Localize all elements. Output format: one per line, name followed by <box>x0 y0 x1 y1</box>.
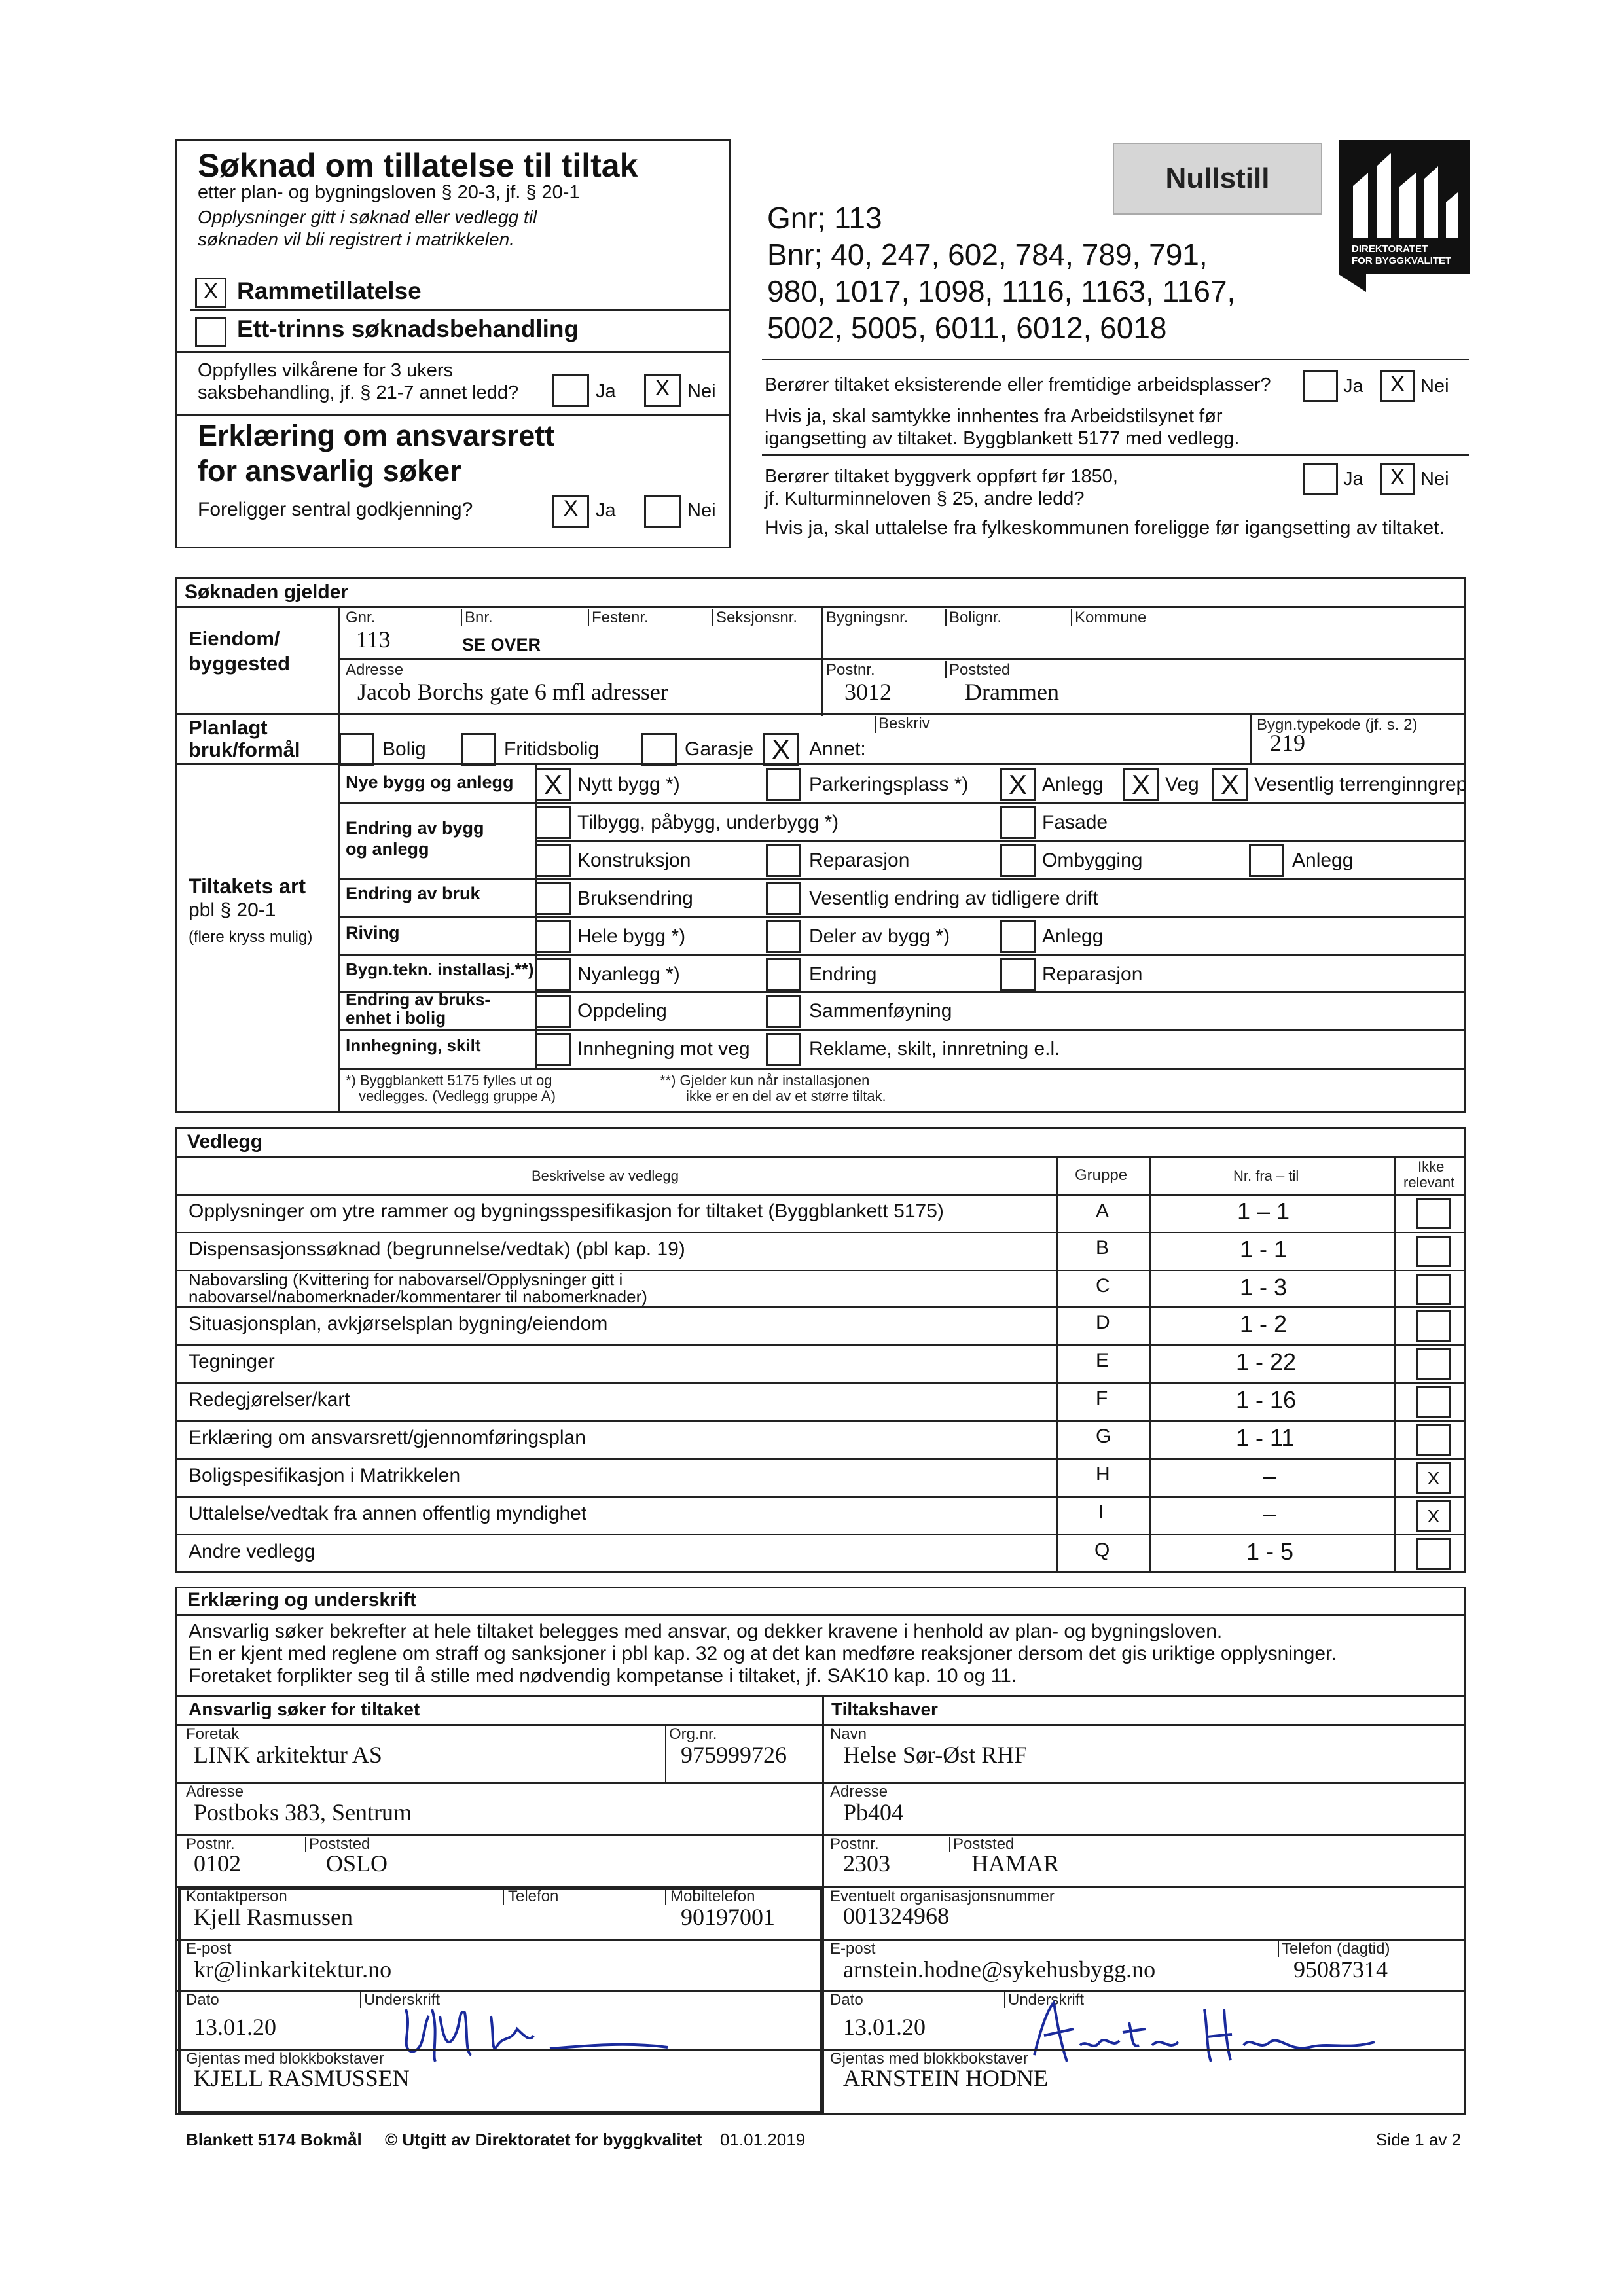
tiltakets-art-label: Tiltakets art <box>189 874 306 898</box>
vedlegg-ikke-checkbox[interactable] <box>1416 1538 1451 1570</box>
vedlegg-ikke-checkbox[interactable] <box>1416 1274 1451 1305</box>
rammetillatelse-label: Rammetillatelse <box>237 278 422 304</box>
vedlegg-gruppe: H <box>1096 1463 1110 1485</box>
vedlegg-gruppe: E <box>1096 1350 1110 1371</box>
vedlegg-desc: Uttalelse/vedtak fra annen offentlig myndighet <box>189 1503 587 1524</box>
endring-installasjon-label: Endring <box>809 963 877 985</box>
seksjonsnr-label: Seksjonsnr. <box>716 609 798 626</box>
beskriv-label: Beskriv <box>878 715 930 732</box>
poststed-field[interactable]: Drammen <box>965 679 1059 705</box>
soker-blokk-field[interactable]: KJELL RASMUSSEN <box>194 2065 410 2091</box>
divider <box>338 1029 1466 1031</box>
deler-av-bygg-label: Deler av bygg *) <box>809 925 950 947</box>
konstruksjon-label: Konstruksjon <box>577 850 691 871</box>
vedlegg-section-title: Vedlegg <box>187 1131 263 1153</box>
vedlegg-gruppe: D <box>1096 1312 1110 1333</box>
reparasjon-installasjon-label: Reparasjon <box>1042 963 1143 985</box>
bnr-field[interactable]: SE OVER <box>462 635 541 655</box>
reklame-label: Reklame, skilt, innretning e.l. <box>809 1038 1060 1060</box>
kulturminne-question-2: jf. Kulturminneloven § 25, andre ledd? <box>765 488 1085 509</box>
erklaering-heading-2: for ansvarlig søker <box>198 454 461 488</box>
erklaering-heading: Erklæring om ansvarsrett <box>198 419 555 452</box>
vedlegg-nr[interactable]: 1 - 11 <box>1236 1424 1295 1451</box>
soker-postnr-label: Postnr. <box>186 1835 235 1853</box>
kulturminne-question: Berører tiltaket byggverk oppført før 1850, <box>765 466 1118 487</box>
nytt-bygg-checkbox[interactable]: X <box>535 768 571 801</box>
divider <box>175 1344 1466 1346</box>
th-postnr-label: Postnr. <box>830 1835 879 1853</box>
arbeidsplasser-ja-label: Ja <box>1343 376 1363 397</box>
divider <box>1149 1156 1151 1573</box>
divider <box>305 1837 306 1852</box>
bnr-label: Bnr. <box>465 609 493 626</box>
th-poststed-label: Poststed <box>953 1835 1015 1853</box>
annet-label: Annet: <box>809 738 866 760</box>
fylkeskommune-note: Hvis ja, skal uttalelse fra fylkeskommunen foreligge før igangsetting av tiltaket. <box>765 517 1445 539</box>
sammenfoyning-label: Sammenføyning <box>809 1000 952 1022</box>
footer-side: Side 1 av 2 <box>1376 2130 1462 2149</box>
th-org-field[interactable]: 001324968 <box>843 1903 949 1929</box>
vedlegg-desc: Erklæring om ansvarsrett/gjennomføringsplan <box>189 1427 586 1448</box>
erklaering-section-title: Erklæring og underskrift <box>187 1589 417 1611</box>
erklaering-text-3: Foretaket forplikter seg til å stille med nødvendig kompetanse i tiltaket, jf. SAK10 kap. 10 og 11. <box>189 1665 1017 1687</box>
nyanlegg-label: Nyanlegg *) <box>577 963 680 985</box>
riving-label: Riving <box>346 923 400 942</box>
kontakt-field[interactable]: Kjell Rasmussen <box>194 1904 353 1930</box>
oppdeling-checkbox[interactable] <box>535 995 571 1028</box>
ett-trinns-checkbox[interactable] <box>195 317 226 347</box>
vedlegg-nr[interactable]: 1 - 5 <box>1246 1538 1294 1565</box>
footnote-3: **) Gjelder kun når installasjonen <box>660 1072 870 1088</box>
endring-bygg-label-2: og anlegg <box>346 839 429 859</box>
innhegning-checkbox[interactable] <box>535 1033 571 1066</box>
terrenginngrep-checkbox[interactable]: X <box>1212 768 1248 801</box>
tiltakets-art-pbl: pbl § 20-1 <box>189 899 276 921</box>
oppdeling-label: Oppdeling <box>577 1000 667 1022</box>
bnr-line-3: 5002, 5005, 6011, 6012, 6018 <box>767 311 1167 345</box>
divider <box>822 1782 1466 1784</box>
divider <box>175 1306 1466 1308</box>
vedlegg-ikke-checkbox[interactable] <box>1416 1198 1451 1229</box>
vedlegg-desc: Redegjørelser/kart <box>189 1389 350 1410</box>
arbeidsplasser-ja-checkbox[interactable] <box>1303 370 1338 402</box>
foretak-field[interactable]: LINK arkitektur AS <box>194 1742 382 1768</box>
navn-label: Navn <box>830 1725 867 1743</box>
vedlegg-gruppe: C <box>1096 1275 1110 1297</box>
footnote-4: ikke er en del av et større tiltak. <box>686 1088 886 1104</box>
eiendom-label-2: byggested <box>189 652 291 675</box>
divider <box>665 1889 666 1905</box>
sentral-nei-checkbox[interactable] <box>644 495 681 528</box>
vedlegg-desc: Opplysninger om ytre rammer og bygningsspesifikasjon for tiltaket (Byggblankett 5175) <box>189 1200 944 1222</box>
foretak-label: Foretak <box>186 1725 240 1743</box>
vedlegg-gruppe: F <box>1096 1388 1108 1409</box>
innhegning-label: Innhegning mot veg <box>577 1038 750 1060</box>
divider <box>338 802 1466 804</box>
divider <box>175 1834 823 1836</box>
fritidsbolig-label: Fritidsbolig <box>504 738 600 760</box>
arbeidsplasser-nei-checkbox[interactable]: X <box>1380 370 1415 402</box>
soker-postnr-field[interactable]: 0102 <box>194 1850 241 1876</box>
logo-text: DIREKTORATET <box>1352 243 1428 255</box>
th-postnr-field[interactable]: 2303 <box>843 1850 890 1876</box>
col-gruppe: Gruppe <box>1075 1166 1128 1184</box>
parkeringsplass-checkbox[interactable] <box>766 768 801 801</box>
vedlegg-desc: Andre vedlegg <box>189 1541 316 1562</box>
bygn-tekn-label: Bygn.tekn. installasj.**) <box>346 960 534 979</box>
bygningsnr-label: Bygningsnr. <box>826 609 909 626</box>
footnote: *) Byggblankett 5175 fylles ut og <box>346 1072 552 1088</box>
vedlegg-ikke-checkbox[interactable]: X <box>1416 1462 1451 1494</box>
vedlegg-ikke-checkbox[interactable] <box>1416 1310 1451 1342</box>
eiendom-label: Eiendom/ <box>189 627 280 650</box>
vesentlig-endring-label: Vesentlig endring av tidligere drift <box>809 888 1098 909</box>
endring-bruk-label: Endring av bruk <box>346 884 480 903</box>
divider <box>175 1782 823 1784</box>
bygntype-field[interactable]: 219 <box>1270 730 1305 756</box>
vilkar-nei-checkbox[interactable]: X <box>644 374 681 407</box>
divider <box>338 878 1466 880</box>
nytt-bygg-label: Nytt bygg *) <box>577 774 680 795</box>
arbeidstilsyn-note: Hvis ja, skal samtykke innhentes fra Arbeidstilsynet før <box>765 406 1223 427</box>
divider <box>461 609 462 626</box>
reparasjon-label: Reparasjon <box>809 850 910 871</box>
divider <box>338 991 1466 993</box>
soker-blokk-label: Gjentas med blokkbokstaver <box>186 2050 384 2068</box>
hele-bygg-checkbox[interactable] <box>535 920 571 953</box>
vedlegg-desc: Tegninger <box>189 1351 275 1372</box>
divider <box>175 1156 1466 1158</box>
sentral-ja-label: Ja <box>596 500 616 521</box>
soknad-section-title: Søknaden gjelder <box>185 581 349 603</box>
th-epost-field[interactable]: arnstein.hodne@sykehusbygg.no <box>843 1956 1156 1982</box>
vilkar-question: Oppfylles vilkårene for 3 ukers <box>198 360 454 381</box>
telefon-label: Telefon <box>508 1888 559 1905</box>
divider <box>175 1458 1466 1460</box>
vedlegg-ikke-checkbox[interactable] <box>1416 1424 1451 1456</box>
divider <box>1056 1156 1058 1573</box>
orgnr-label: Org.nr. <box>669 1725 717 1743</box>
arbeidsplasser-question: Berører tiltaket eksisterende eller fremtidige arbeidsplasser? <box>765 374 1271 395</box>
vedlegg-ikke-checkbox[interactable]: X <box>1416 1500 1451 1532</box>
ombygging-checkbox[interactable] <box>1000 844 1036 877</box>
soker-epost-label: E-post <box>186 1940 232 1958</box>
divider <box>175 1420 1466 1422</box>
bolignr-label: Bolignr. <box>949 609 1002 626</box>
postnr-field[interactable]: 3012 <box>844 679 892 705</box>
divider <box>175 763 1466 765</box>
fasade-label: Fasade <box>1042 812 1108 833</box>
nye-bygg-label: Nye bygg og anlegg <box>346 772 514 792</box>
divider <box>712 609 713 626</box>
innhegning-row-label: Innhegning, skilt <box>346 1035 481 1055</box>
gnr-line: Gnr; 113 <box>767 201 882 235</box>
divider <box>175 1724 1466 1726</box>
vedlegg-ikke-checkbox[interactable] <box>1416 1386 1451 1418</box>
th-telefon-label: Telefon (dagtid) <box>1282 1940 1390 1958</box>
form-title: Søknad om tillatelse til tiltak <box>198 147 638 184</box>
vesentlig-endring-checkbox[interactable] <box>766 882 801 915</box>
bolig-checkbox[interactable] <box>339 733 374 766</box>
vedlegg-ikke-checkbox[interactable] <box>1416 1236 1451 1267</box>
anlegg-riving-label: Anlegg <box>1042 925 1104 947</box>
garasje-checkbox[interactable] <box>641 733 677 766</box>
divider <box>338 954 1466 956</box>
dibk-logo <box>1339 140 1470 292</box>
logo-text-2: FOR BYGGKVALITET <box>1352 255 1452 266</box>
bnr-line-2: 980, 1017, 1098, 1116, 1163, 1167, <box>767 274 1236 308</box>
signature-icon <box>393 1990 707 2068</box>
planlagt-label-2: bruk/formål <box>189 738 300 761</box>
divider <box>875 716 876 733</box>
soker-dato-field[interactable]: 13.01.20 <box>194 2014 276 2040</box>
bruksendring-label: Bruksendring <box>577 888 693 909</box>
kommune-label: Kommune <box>1075 609 1147 626</box>
gnr-field[interactable]: 113 <box>356 626 391 653</box>
anlegg-label: Anlegg <box>1042 774 1104 795</box>
nyanlegg-checkbox[interactable] <box>535 958 571 991</box>
vedlegg-nr[interactable]: 1 – 1 <box>1237 1198 1290 1225</box>
divider <box>338 606 340 1111</box>
divider <box>190 309 730 311</box>
konstruksjon-checkbox[interactable] <box>535 844 571 877</box>
soker-poststed-field[interactable]: OSLO <box>326 1850 388 1876</box>
th-dato-field[interactable]: 13.01.20 <box>843 2014 926 2040</box>
vedlegg-nr[interactable]: 1 - 16 <box>1236 1386 1297 1413</box>
divider <box>175 1232 1466 1233</box>
soker-epost-field[interactable]: kr@linkarkitektur.no <box>194 1956 392 1982</box>
anlegg-endring-label: Anlegg <box>1292 850 1354 871</box>
divider <box>1004 1992 1005 2008</box>
deler-av-bygg-checkbox[interactable] <box>766 920 801 953</box>
erklaering-text-2: En er kjent med reglene om straff og sanksjoner i pbl kap. 32 og at det kan medføre reaksjoner dersom det gis uriktige opplysninger. <box>189 1643 1337 1664</box>
vedlegg-gruppe: I <box>1098 1501 1104 1523</box>
vedlegg-desc: Dispensasjonssøknad (begrunnelse/vedtak) (pbl kap. 19) <box>189 1238 685 1260</box>
divider <box>175 713 1466 715</box>
hele-bygg-label: Hele bygg *) <box>577 925 686 947</box>
sentral-nei-label: Nei <box>687 500 716 521</box>
bolig-label: Bolig <box>382 738 426 760</box>
tiltakets-art-note: (flere kryss mulig) <box>189 928 313 946</box>
divider <box>175 1194 1466 1196</box>
divider <box>535 840 1466 842</box>
divider <box>338 916 1466 918</box>
th-org-label: Eventuelt organisasjonsnummer <box>830 1888 1055 1905</box>
vedlegg-desc: Situasjonsplan, avkjørselsplan bygning/eiendom <box>189 1313 608 1335</box>
adresse-label: Adresse <box>346 661 404 679</box>
festenr-label: Festenr. <box>592 609 649 626</box>
col-nr: Nr. fra – til <box>1233 1168 1299 1184</box>
postnr-label: Postnr. <box>826 661 875 679</box>
divider <box>175 1534 1466 1535</box>
divider <box>175 1382 1466 1384</box>
poststed-label: Poststed <box>949 661 1011 679</box>
divider <box>1394 1156 1396 1573</box>
vedlegg-nr[interactable]: – <box>1263 1500 1277 1527</box>
footnote-2: vedlegges. (Vedlegg gruppe A) <box>359 1088 556 1104</box>
fritidsbolig-checkbox[interactable] <box>461 733 496 766</box>
kulturminne-nei-checkbox[interactable]: X <box>1380 463 1415 495</box>
bnr-line: Bnr; 40, 247, 602, 784, 789, 791, <box>767 238 1208 272</box>
navn-field[interactable]: Helse Sør-Øst RHF <box>843 1742 1028 1768</box>
sentral-ja-checkbox[interactable]: X <box>552 495 589 528</box>
divider <box>1250 713 1252 763</box>
divider <box>762 359 1469 360</box>
th-underskrift-label: Underskrift <box>1008 1991 1085 2009</box>
divider <box>360 1992 361 2008</box>
anlegg-endring-checkbox[interactable] <box>1249 844 1284 877</box>
divider <box>822 1834 1466 1836</box>
divider <box>177 351 731 353</box>
reparasjon-installasjon-checkbox[interactable] <box>1000 958 1036 991</box>
vedlegg-desc: Nabovarsling (Kvittering for nabovarsel/Opplysninger gitt i <box>189 1270 623 1289</box>
th-blokk-label: Gjentas med blokkbokstaver <box>830 2050 1028 2068</box>
vedlegg-nr[interactable]: 1 - 22 <box>1236 1348 1297 1375</box>
soker-underskrift-label: Underskrift <box>364 1991 441 2009</box>
vedlegg-desc: Boligspesifikasjon i Matrikkelen <box>189 1465 461 1486</box>
footer-dato: 01.01.2019 <box>720 2130 806 2149</box>
bruksendring-checkbox[interactable] <box>535 882 571 915</box>
terrenginngrep-label: Vesentlig terrenginngrep <box>1254 774 1468 795</box>
vedlegg-nr[interactable]: – <box>1263 1462 1277 1489</box>
kulturminne-ja-checkbox[interactable] <box>1303 463 1338 495</box>
th-telefon-field[interactable]: 95087314 <box>1293 1956 1388 1982</box>
reklame-checkbox[interactable] <box>766 1033 801 1066</box>
col-ikke-2: relevant <box>1403 1174 1455 1191</box>
th-epost-label: E-post <box>830 1940 876 1958</box>
endring-installasjon-checkbox[interactable] <box>766 958 801 991</box>
endring-bygg-label: Endring av bygg <box>346 818 484 838</box>
divider <box>175 1496 1466 1498</box>
vilkar-ja-checkbox[interactable] <box>552 374 589 407</box>
ombygging-label: Ombygging <box>1042 850 1143 871</box>
reparasjon-checkbox[interactable] <box>766 844 801 877</box>
vedlegg-gruppe: G <box>1096 1426 1111 1447</box>
footer-utgitt: © Utgitt av Direktoratet for byggkvalitet <box>385 2130 702 2149</box>
divider <box>175 1939 823 1941</box>
th-adresse-field[interactable]: Pb404 <box>843 1799 904 1825</box>
vilkar-question-2: saksbehandling, jf. § 21-7 annet ledd? <box>198 382 519 403</box>
anlegg-riving-checkbox[interactable] <box>1000 920 1036 953</box>
divider <box>503 1889 504 1905</box>
vedlegg-gruppe: A <box>1096 1200 1110 1222</box>
kontakt-label: Kontaktperson <box>186 1888 287 1905</box>
matrikkel-note: Opplysninger gitt i søknad eller vedlegg til <box>198 207 537 227</box>
arbeidstilsyn-note-2: igangsetting av tiltaket. Byggblankett 5177 med vedlegg. <box>765 428 1240 449</box>
soker-poststed-label: Poststed <box>309 1835 370 1853</box>
soker-title: Ansvarlig søker for tiltaket <box>189 1699 420 1719</box>
divider <box>1071 609 1072 626</box>
law-reference: etter plan- og bygningsloven § 20-3, jf. § 20-1 <box>198 182 580 203</box>
vedlegg-nr[interactable]: 1 - 3 <box>1240 1274 1288 1300</box>
soker-adresse-field[interactable]: Postboks 383, Sentrum <box>194 1799 412 1825</box>
tilbygg-checkbox[interactable] <box>535 806 571 839</box>
divider <box>665 1725 666 1782</box>
mobil-field[interactable]: 90197001 <box>681 1904 775 1930</box>
th-adresse-label: Adresse <box>830 1783 888 1801</box>
divider <box>1278 1941 1279 1957</box>
divider <box>822 1695 824 2115</box>
bygntype-label: Bygn.typekode (jf. s. 2) <box>1257 716 1418 734</box>
arbeidsplasser-nei-label: Nei <box>1420 376 1449 397</box>
soker-dato-label: Dato <box>186 1991 219 2009</box>
tilbygg-label: Tilbygg, påbygg, underbygg *) <box>577 812 839 833</box>
annet-checkbox[interactable]: X <box>763 733 799 766</box>
divider <box>588 609 589 626</box>
endring-bruksenhet-label-2: enhet i bolig <box>346 1008 446 1028</box>
erklaering-text: Ansvarlig søker bekrefter at hele tiltaket belegges med ansvar, og dekker kravene i henhold av plan- og bygningsloven. <box>189 1621 1223 1642</box>
footer-blankett: Blankett 5174 Bokmål <box>186 2130 362 2149</box>
vedlegg-nr[interactable]: 1 - 1 <box>1240 1236 1288 1263</box>
anlegg-checkbox[interactable]: X <box>1000 768 1036 801</box>
kulturminne-ja-label: Ja <box>1343 469 1363 490</box>
col-desc: Beskrivelse av vedlegg <box>532 1168 679 1184</box>
divider <box>949 1837 950 1852</box>
parkeringsplass-label: Parkeringsplass *) <box>809 774 969 795</box>
divider <box>338 1068 1466 1070</box>
divider <box>821 606 823 716</box>
tiltakshaver-title: Tiltakshaver <box>831 1699 938 1719</box>
kulturminne-nei-label: Nei <box>1420 469 1449 490</box>
th-blokk-field[interactable]: ARNSTEIN HODNE <box>843 2065 1048 2091</box>
orgnr-field[interactable]: 975999726 <box>681 1742 787 1768</box>
ett-trinns-label: Ett-trinns søknadsbehandling <box>237 315 579 342</box>
fasade-checkbox[interactable] <box>1000 806 1036 839</box>
col-ikke: Ikke <box>1418 1158 1445 1175</box>
veg-checkbox[interactable]: X <box>1123 768 1159 801</box>
gnr-label: Gnr. <box>346 609 376 626</box>
signature-icon <box>1021 1990 1388 2068</box>
divider <box>177 414 731 416</box>
vedlegg-gruppe: Q <box>1094 1539 1110 1561</box>
divider <box>338 658 1466 660</box>
veg-label: Veg <box>1165 774 1199 795</box>
dibk-logo-icon <box>1339 140 1470 292</box>
rammetillatelse-checkbox[interactable]: X <box>195 278 226 308</box>
vedlegg-desc-2: nabovarsel/nabomerknader/kommentarer til nabomerknader) <box>189 1287 647 1306</box>
sentral-question: Foreligger sentral godkjenning? <box>198 499 473 520</box>
soker-adresse-label: Adresse <box>186 1783 244 1801</box>
divider <box>175 1614 1466 1616</box>
divider <box>945 609 947 626</box>
sammenfoyning-checkbox[interactable] <box>766 995 801 1028</box>
mobil-label: Mobiltelefon <box>670 1888 755 1905</box>
planlagt-label: Planlagt <box>189 716 268 739</box>
divider <box>762 454 1469 456</box>
th-poststed-field[interactable]: HAMAR <box>971 1850 1060 1876</box>
th-signature <box>1021 1990 1388 2068</box>
nullstill-button[interactable]: Nullstill <box>1113 143 1322 215</box>
matrikkel-note-2: søknaden vil bli registrert i matrikkelen. <box>198 229 514 249</box>
vilkar-nei-label: Nei <box>687 381 716 402</box>
soker-signature <box>393 1990 707 2068</box>
vedlegg-nr[interactable]: 1 - 2 <box>1240 1310 1288 1337</box>
adresse-field[interactable]: Jacob Borchs gate 6 mfl adresser <box>357 679 668 705</box>
divider <box>945 661 947 678</box>
divider <box>175 1695 1466 1697</box>
endring-bruksenhet-label: Endring av bruks- <box>346 990 491 1009</box>
vilkar-ja-label: Ja <box>596 381 616 402</box>
th-dato-label: Dato <box>830 1991 863 2009</box>
garasje-label: Garasje <box>685 738 754 760</box>
vedlegg-gruppe: B <box>1096 1237 1110 1259</box>
vedlegg-ikke-checkbox[interactable] <box>1416 1348 1451 1380</box>
